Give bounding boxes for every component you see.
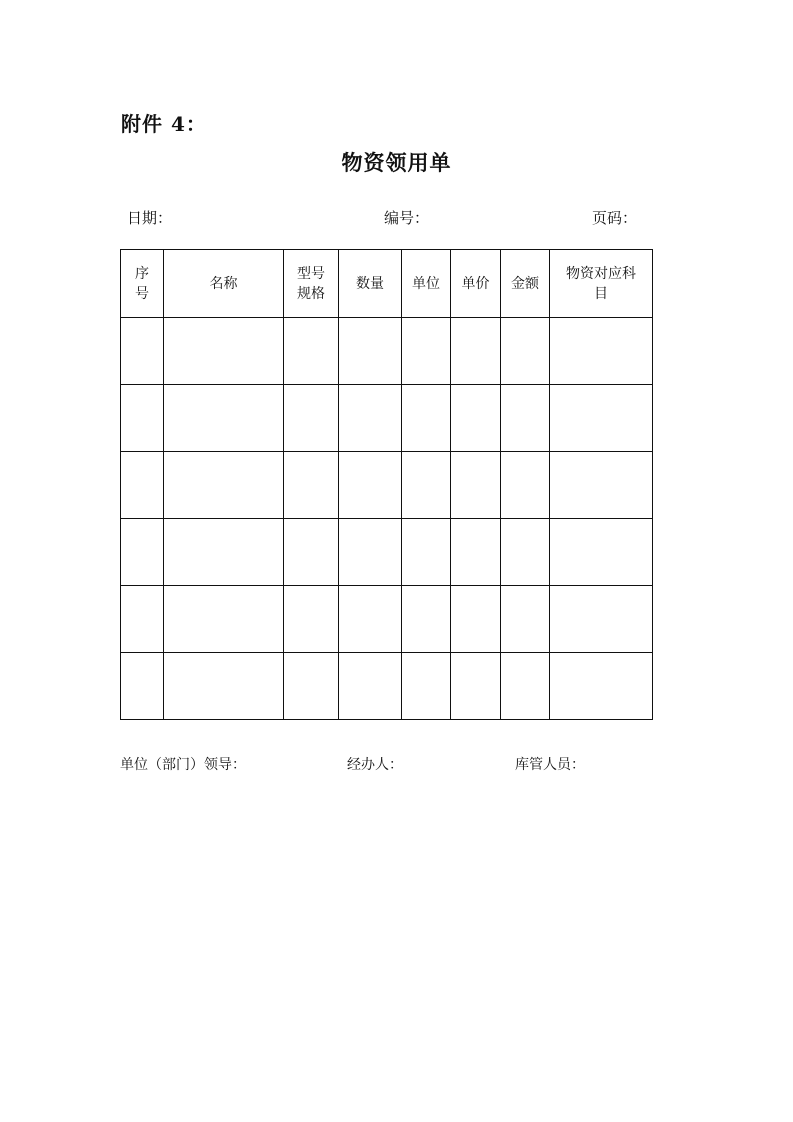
cell-amount[interactable] [501, 653, 550, 720]
table-row [121, 318, 653, 385]
cell-model[interactable] [284, 653, 339, 720]
cell-account[interactable] [550, 452, 653, 519]
cell-seq[interactable] [121, 385, 164, 452]
cell-quantity[interactable] [339, 452, 402, 519]
document-title: 物资领用单 [341, 150, 452, 175]
cell-amount[interactable] [501, 519, 550, 586]
header-quantity: 数量 [339, 250, 402, 318]
number-label: 编号： [384, 209, 430, 227]
header-seq-line2: 号 [135, 285, 149, 302]
cell-price[interactable] [451, 452, 501, 519]
cell-price[interactable] [451, 653, 501, 720]
cell-price[interactable] [451, 385, 501, 452]
cell-unit[interactable] [402, 452, 451, 519]
header-amount: 金额 [501, 250, 550, 318]
cell-price[interactable] [451, 586, 501, 653]
cell-seq[interactable] [121, 452, 164, 519]
header-unit: 单位 [402, 250, 451, 318]
header-seq-line1: 序 [135, 265, 149, 282]
cell-amount[interactable] [501, 318, 550, 385]
leader-signature-label: 单位（部门）领导： [120, 757, 246, 773]
table-row [121, 452, 653, 519]
cell-model[interactable] [284, 385, 339, 452]
cell-model[interactable] [284, 519, 339, 586]
cell-name[interactable] [164, 385, 284, 452]
cell-unit[interactable] [402, 586, 451, 653]
cell-model[interactable] [284, 452, 339, 519]
cell-unit[interactable] [402, 519, 451, 586]
header-model [284, 250, 339, 318]
cell-account[interactable] [550, 318, 653, 385]
cell-quantity[interactable] [339, 318, 402, 385]
cell-name[interactable] [164, 653, 284, 720]
cell-price[interactable] [451, 519, 501, 586]
cell-amount[interactable] [501, 385, 550, 452]
cell-quantity[interactable] [339, 519, 402, 586]
cell-unit[interactable] [402, 653, 451, 720]
cell-seq[interactable] [121, 653, 164, 720]
cell-name[interactable] [164, 318, 284, 385]
table-row [121, 385, 653, 452]
cell-price[interactable] [451, 318, 501, 385]
keeper-signature-label: 库管人员： [515, 757, 585, 773]
cell-unit[interactable] [402, 385, 451, 452]
cell-seq[interactable] [121, 586, 164, 653]
cell-model[interactable] [284, 318, 339, 385]
cell-amount[interactable] [501, 586, 550, 653]
date-label: 日期： [127, 209, 173, 227]
header-price: 单价 [451, 250, 501, 318]
cell-quantity[interactable] [339, 385, 402, 452]
cell-account[interactable] [550, 385, 653, 452]
cell-amount[interactable] [501, 452, 550, 519]
page-number-label: 页码： [592, 209, 638, 227]
header-account [550, 250, 653, 318]
table-header-row [121, 250, 653, 318]
cell-account[interactable] [550, 519, 653, 586]
cell-quantity[interactable] [339, 653, 402, 720]
handler-signature-label: 经办人： [347, 757, 403, 773]
cell-name[interactable] [164, 586, 284, 653]
cell-unit[interactable] [402, 318, 451, 385]
material-requisition-table [120, 249, 653, 720]
table-row [121, 653, 653, 720]
cell-seq[interactable] [121, 318, 164, 385]
header-account-line1: 物资对应科 [566, 265, 636, 282]
cell-account[interactable] [550, 586, 653, 653]
cell-model[interactable] [284, 586, 339, 653]
table-row [121, 519, 653, 586]
cell-name[interactable] [164, 452, 284, 519]
table-row [121, 586, 653, 653]
cell-seq[interactable] [121, 519, 164, 586]
header-model-line1: 型号 [297, 265, 325, 282]
header-account-line2: 目 [594, 285, 608, 302]
cell-account[interactable] [550, 653, 653, 720]
cell-name[interactable] [164, 519, 284, 586]
header-seq [121, 250, 164, 318]
header-model-line2: 规格 [297, 285, 325, 302]
attachment-label: 附件 4： [121, 112, 207, 136]
cell-quantity[interactable] [339, 586, 402, 653]
table-body [121, 318, 653, 720]
header-name: 名称 [164, 250, 284, 318]
